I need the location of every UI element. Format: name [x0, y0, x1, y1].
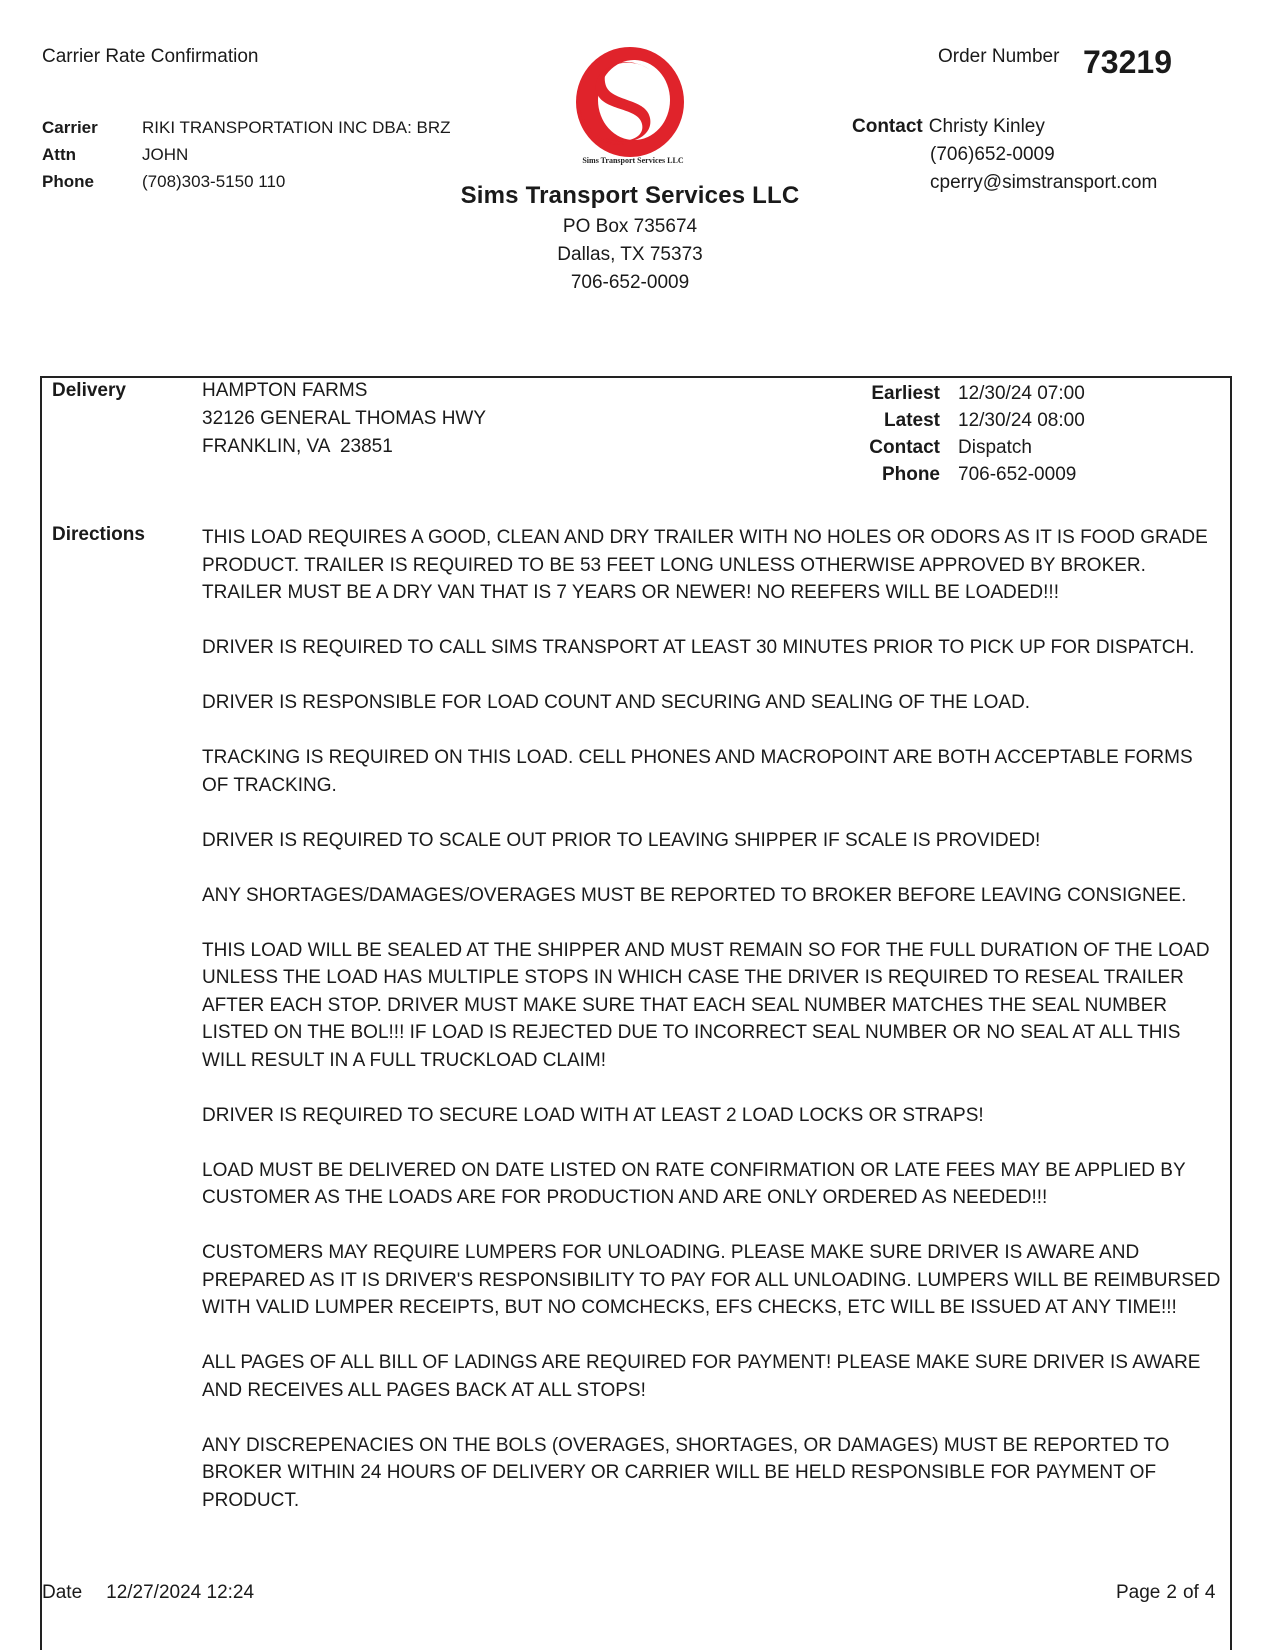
- contact-name: Christy Kinley: [928, 116, 1045, 137]
- earliest-value: 12/30/24 07:00: [958, 382, 1085, 404]
- company-phone: 706-652-0009: [570, 272, 690, 293]
- delivery-name: HAMPTON FARMS: [202, 380, 368, 401]
- company-city: Dallas, TX 75373: [557, 244, 703, 265]
- directions-paragraph: DRIVER IS REQUIRED TO SECURE LOAD WITH AT LEAST 2 LOAD LOCKS OR STRAPS!: [202, 1104, 984, 1126]
- directions-paragraph: ANY SHORTAGES/DAMAGES/OVERAGES MUST BE REPORTED TO BROKER BEFORE LEAVING CONSIGNEE.: [202, 884, 1187, 906]
- page-of-label: of: [1182, 1582, 1199, 1603]
- delivery-street: 32126 GENERAL THOMAS HWY: [202, 408, 487, 429]
- directions-paragraph: DRIVER IS REQUIRED TO SCALE OUT PRIOR TO LEAVING SHIPPER IF SCALE IS PROVIDED!: [202, 829, 1041, 851]
- delivery-address: [202, 380, 486, 464]
- contact-info: [852, 113, 1157, 197]
- latest-label: Latest: [884, 409, 940, 431]
- contact-phone: (706)652-0009: [930, 144, 1055, 165]
- attn-value: JOHN: [142, 144, 189, 164]
- footer-date: [42, 1582, 254, 1604]
- delivery-schedule: [820, 380, 1085, 488]
- page-label: Page: [1116, 1582, 1161, 1603]
- carrier-value: RIKI TRANSPORTATION INC DBA: BRZ: [142, 117, 451, 137]
- logo-caption: Sims Transport Services LLC: [582, 156, 684, 165]
- contact-email: cperry@simstransport.com: [930, 172, 1158, 193]
- carrier-info: [42, 114, 451, 195]
- contact-label: Contact: [852, 116, 923, 137]
- directions-label: Directions: [52, 524, 145, 545]
- order-number-label: Order Number: [938, 46, 1060, 67]
- directions-paragraph: DRIVER IS REQUIRED TO CALL SIMS TRANSPORT AT LEAST 30 MINUTES PRIOR TO PICK UP FOR DISPATCH.: [202, 637, 1195, 658]
- page-total: 4: [1204, 1582, 1216, 1603]
- company-po-box: PO Box 735674: [562, 216, 698, 237]
- company-address: [430, 182, 830, 294]
- directions-paragraph: CUSTOMERS MAY REQUIRE LUMPERS FOR UNLOADING. PLEASE MAKE SURE DRIVER IS AWARE AND PREPARED AS IT IS DRIVER'S RESPONSIBILITY TO PAY FOR ALL UNLOADING. LUMPERS WILL BE REIMBURSED WITH VALID LUMPER RECEIPTS, BUT NO COMCHECKS, EFS CHECKS, ETC WILL BE ISSUED AT ANY TIME!!!: [202, 1242, 1221, 1318]
- company-logo: [550, 40, 710, 175]
- delivery-city: FRANKLIN, VA 23851: [202, 436, 393, 457]
- order-number: 73219: [1083, 44, 1172, 80]
- delivery-label: Delivery: [52, 380, 126, 401]
- directions-paragraph: DRIVER IS RESPONSIBLE FOR LOAD COUNT AND SECURING AND SEALING OF THE LOAD.: [202, 692, 1031, 713]
- document-title: Carrier Rate Confirmation: [42, 46, 259, 67]
- delivery-contact-label: Contact: [869, 436, 940, 458]
- delivery-phone-value: 706-652-0009: [958, 463, 1077, 485]
- delivery-contact-value: Dispatch: [958, 436, 1032, 458]
- directions-paragraph: THIS LOAD WILL BE SEALED AT THE SHIPPER AND MUST REMAIN SO FOR THE FULL DURATION OF THE LOAD UNLESS THE LOAD HAS MULTIPLE STOPS IN WHICH CASE THE DRIVER IS REQUIRED TO RESEAL TRAILER AFTER EACH STOP. DRIVER MUST MAKE SURE THAT EACH SEAL NUMBER MATCHES THE SEAL NUMBER LISTED ON THE BOL!!! IF LOAD IS REJECTED DUE TO INCORRECT SEAL NUMBER OR NO SEAL AT ALL THIS WILL RESULT IN A FULL TRUCKLOAD CLAIM!: [202, 939, 1210, 1071]
- date-value: 12/27/2024 12:24: [106, 1582, 255, 1603]
- directions-paragraph: ANY DISCREPENACIES ON THE BOLS (OVERAGES, SHORTAGES, OR DAMAGES) MUST BE REPORTED TO BROKER WITHIN 24 HOURS OF DELIVERY OR CARRIER WILL BE HELD RESPONSIBLE FOR PAYMENT OF PRODUCT.: [202, 1434, 1170, 1511]
- latest-value: 12/30/24 08:00: [958, 409, 1085, 431]
- carrier-phone-label: Phone: [42, 171, 94, 191]
- attn-label: Attn: [42, 144, 76, 164]
- directions-paragraph: TRACKING IS REQUIRED ON THIS LOAD. CELL PHONES AND MACROPOINT ARE BOTH ACCEPTABLE FORMS OF TRACKING.: [202, 747, 1193, 796]
- company-name: Sims Transport Services LLC: [460, 182, 800, 209]
- page-indicator: [1116, 1582, 1221, 1604]
- earliest-label: Earliest: [871, 382, 940, 404]
- directions-paragraph: THIS LOAD REQUIRES A GOOD, CLEAN AND DRY TRAILER WITH NO HOLES OR ODORS AS IT IS FOOD GRADE PRODUCT. TRAILER IS REQUIRED TO BE 53 FEET LONG UNLESS OTHERWISE APPROVED BY BROKER. TRAILER MUST BE A DRY VAN THAT IS 7 YEARS OR NEWER! NO REEFERS WILL BE LOADED!!!: [202, 527, 1208, 603]
- carrier-phone-value: (708)303-5150 110: [142, 171, 286, 191]
- carrier-label: Carrier: [42, 117, 98, 137]
- directions-text: [202, 524, 1222, 1542]
- delivery-phone-label: Phone: [881, 463, 940, 485]
- date-label: Date: [42, 1582, 83, 1603]
- directions-paragraph: ALL PAGES OF ALL BILL OF LADINGS ARE REQUIRED FOR PAYMENT! PLEASE MAKE SURE DRIVER IS AWARE AND RECEIVES ALL PAGES BACK AT ALL STOPS!: [202, 1352, 1201, 1401]
- page-number: 2: [1166, 1582, 1177, 1603]
- directions-paragraph: LOAD MUST BE DELIVERED ON DATE LISTED ON RATE CONFIRMATION OR LATE FEES MAY BE APPLIED BY CUSTOMER AS THE LOADS ARE FOR PRODUCTION AND ARE ONLY ORDERED AS NEEDED!!!: [202, 1159, 1186, 1208]
